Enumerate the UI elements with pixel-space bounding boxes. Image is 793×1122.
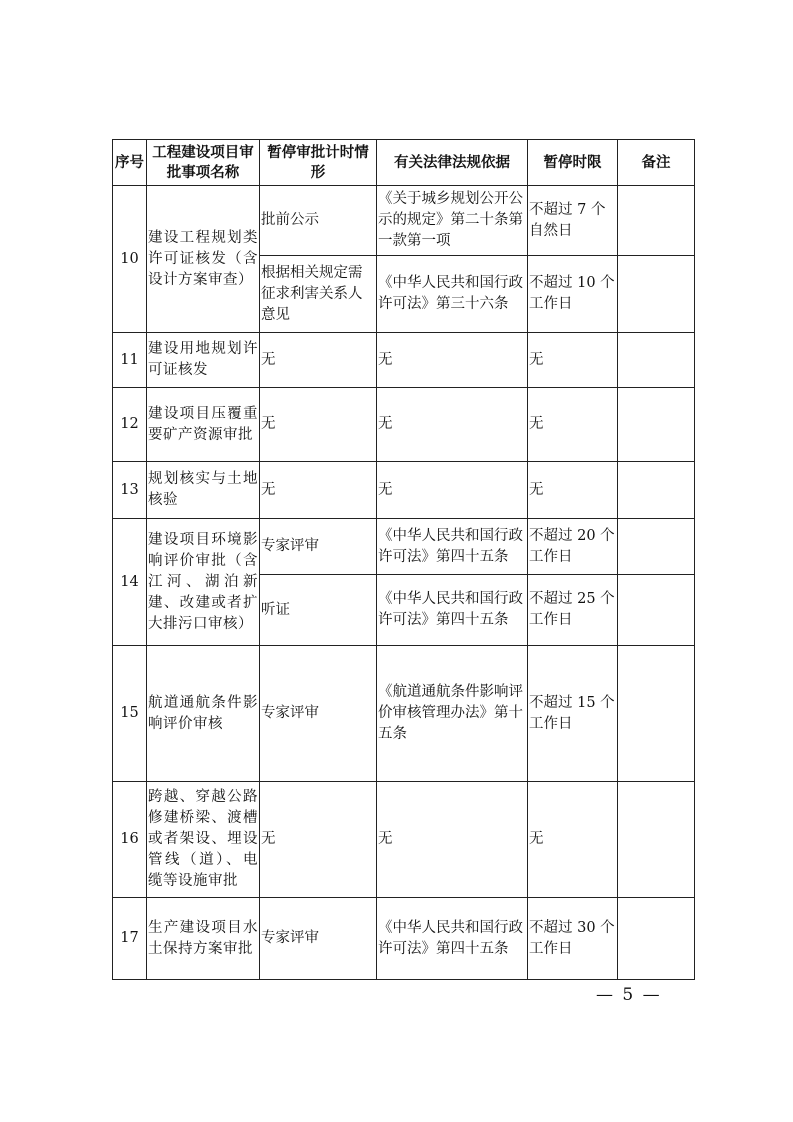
row-time-limit: 不超过 25 个工作日 bbox=[528, 575, 618, 646]
header-item-name: 工程建设项目审批事项名称 bbox=[147, 140, 260, 186]
row-item-name: 跨越、穿越公路修建桥梁、渡槽或者架设、埋设管线（道）、电缆等设施审批 bbox=[147, 782, 260, 898]
table-row bbox=[113, 333, 695, 388]
header-note: 备注 bbox=[618, 140, 695, 186]
row-legal-basis: 《中华人民共和国行政许可法》第四十五条 bbox=[377, 519, 528, 575]
row-time-limit: 不超过 15 个工作日 bbox=[528, 646, 618, 782]
row-note bbox=[618, 462, 695, 519]
row-situation: 根据相关规定需征求利害关系人意见 bbox=[260, 256, 377, 333]
row-legal-basis: 《航道通航条件影响评价审核管理办法》第十五条 bbox=[377, 646, 528, 782]
header-legal-basis: 有关法律法规依据 bbox=[377, 140, 528, 186]
row-time-limit: 不超过 30 个工作日 bbox=[528, 898, 618, 980]
row-situation: 无 bbox=[260, 462, 377, 519]
page-number: — 5 — bbox=[596, 985, 662, 1005]
row-note bbox=[618, 256, 695, 333]
row-situation: 专家评审 bbox=[260, 898, 377, 980]
row-situation: 批前公示 bbox=[260, 186, 377, 256]
row-note bbox=[618, 646, 695, 782]
row-legal-basis: 无 bbox=[377, 388, 528, 462]
table-header-row bbox=[113, 140, 695, 186]
row-situation: 无 bbox=[260, 782, 377, 898]
row-legal-basis: 《中华人民共和国行政许可法》第四十五条 bbox=[377, 575, 528, 646]
header-no: 序号 bbox=[113, 140, 147, 186]
row-time-limit: 无 bbox=[528, 782, 618, 898]
table-row bbox=[113, 646, 695, 782]
row-note bbox=[618, 575, 695, 646]
row-legal-basis: 《中华人民共和国行政许可法》第四十五条 bbox=[377, 898, 528, 980]
row-time-limit: 不超过 10 个工作日 bbox=[528, 256, 618, 333]
row-situation: 专家评审 bbox=[260, 646, 377, 782]
table-row bbox=[113, 388, 695, 462]
row-note bbox=[618, 782, 695, 898]
row-time-limit: 无 bbox=[528, 333, 618, 388]
row-item-name: 航道通航条件影响评价审核 bbox=[147, 646, 260, 782]
row-situation: 听证 bbox=[260, 575, 377, 646]
row-legal-basis: 无 bbox=[377, 333, 528, 388]
row-time-limit: 不超过 7 个自然日 bbox=[528, 186, 618, 256]
row-legal-basis: 《关于城乡规划公开公示的规定》第二十条第一款第一项 bbox=[377, 186, 528, 256]
row-note bbox=[618, 333, 695, 388]
row-situation: 专家评审 bbox=[260, 519, 377, 575]
row-note bbox=[618, 388, 695, 462]
row-no: 16 bbox=[113, 782, 147, 898]
row-no: 13 bbox=[113, 462, 147, 519]
row-note bbox=[618, 186, 695, 256]
row-note bbox=[618, 898, 695, 980]
row-item-name: 建设项目环境影响评价审批（含江河、湖泊新建、改建或者扩大排污口审核） bbox=[147, 519, 260, 646]
row-legal-basis: 《中华人民共和国行政许可法》第三十六条 bbox=[377, 256, 528, 333]
table-row bbox=[113, 186, 695, 256]
row-item-name: 建设工程规划类许可证核发（含设计方案审查） bbox=[147, 186, 260, 333]
row-no: 17 bbox=[113, 898, 147, 980]
row-situation: 无 bbox=[260, 333, 377, 388]
row-legal-basis: 无 bbox=[377, 782, 528, 898]
header-situation: 暂停审批计时情形 bbox=[260, 140, 377, 186]
header-time-limit: 暂停时限 bbox=[528, 140, 618, 186]
table-row bbox=[113, 898, 695, 980]
row-no: 11 bbox=[113, 333, 147, 388]
table-row bbox=[113, 462, 695, 519]
approval-table bbox=[112, 139, 695, 980]
row-no: 10 bbox=[113, 186, 147, 333]
table-row bbox=[113, 782, 695, 898]
row-no: 15 bbox=[113, 646, 147, 782]
row-note bbox=[618, 519, 695, 575]
row-situation: 无 bbox=[260, 388, 377, 462]
row-item-name: 建设项目压覆重要矿产资源审批 bbox=[147, 388, 260, 462]
row-item-name: 生产建设项目水土保持方案审批 bbox=[147, 898, 260, 980]
row-time-limit: 无 bbox=[528, 388, 618, 462]
row-time-limit: 无 bbox=[528, 462, 618, 519]
row-item-name: 建设用地规划许可证核发 bbox=[147, 333, 260, 388]
row-no: 14 bbox=[113, 519, 147, 646]
row-item-name: 规划核实与土地核验 bbox=[147, 462, 260, 519]
row-no: 12 bbox=[113, 388, 147, 462]
row-legal-basis: 无 bbox=[377, 462, 528, 519]
table-row bbox=[113, 519, 695, 575]
row-time-limit: 不超过 20 个工作日 bbox=[528, 519, 618, 575]
